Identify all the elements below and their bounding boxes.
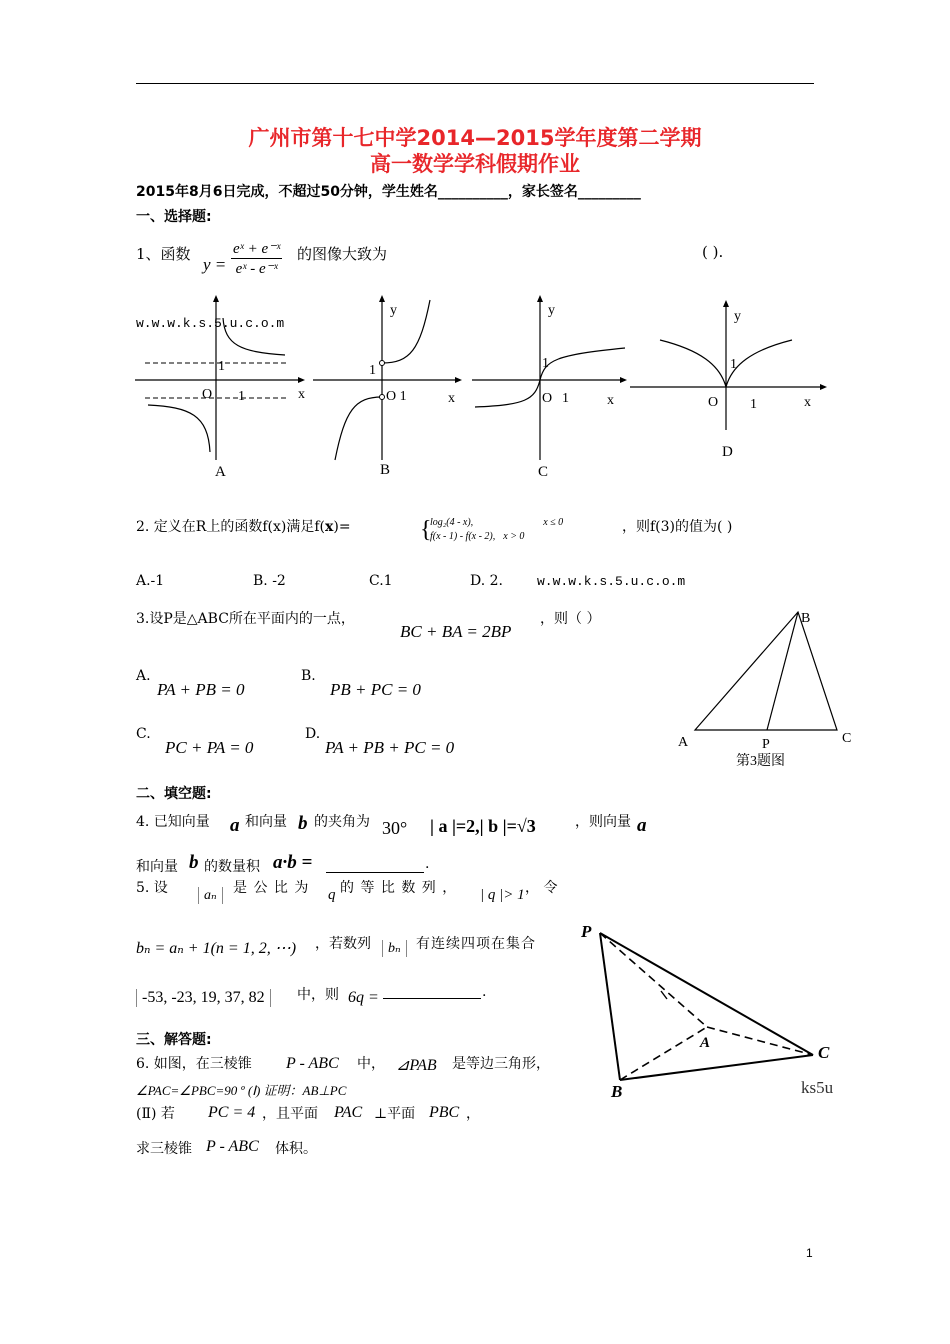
q3-suffix: ，则（ ）	[540, 611, 601, 627]
q5-an: aₙ	[198, 887, 223, 904]
q3-figure	[670, 600, 870, 780]
q6-edge-pb	[600, 933, 620, 1080]
q2-case1-cond: x ≤ 0	[543, 517, 564, 528]
graph-d-tick-x1: 1	[750, 397, 757, 412]
q6-line1-b: 中，	[357, 1056, 385, 1072]
graph-c-x-label: x	[607, 393, 614, 408]
q2-suffix: ，则f(3)的值为( )	[622, 519, 733, 535]
q3-opt-d-label: D.	[305, 726, 321, 742]
q4-mid3: ，则向量	[575, 814, 631, 830]
q1-fraction	[231, 239, 282, 278]
q5-answer-blank[interactable]	[383, 983, 481, 999]
q6-triangle: ⊿PAB	[396, 1057, 437, 1074]
q3-label-c: C	[842, 731, 852, 746]
q2-line	[136, 516, 351, 536]
graph-a	[135, 295, 305, 480]
graph-a-caption: A	[215, 464, 226, 480]
graph-c	[472, 295, 627, 480]
graph-b	[313, 295, 462, 478]
q3-opt-c-label: C.	[136, 726, 151, 742]
q6-edge-bc	[620, 1055, 813, 1080]
q6-line1-c: 是等边三角形，	[452, 1056, 550, 1072]
q2-option-b: B. -2	[253, 573, 286, 589]
graph-c-y-arrow	[537, 295, 543, 302]
q1-prefix: 1、函数	[136, 245, 191, 263]
q5-qcond: | q |> 1	[480, 887, 525, 903]
q3-label-p: P	[762, 737, 770, 752]
q1-denominator: eˣ - e⁻ˣ	[235, 261, 278, 277]
q3-condition: BC + BA = 2BP	[400, 622, 512, 641]
q4-mid1: 和向量	[245, 814, 287, 830]
q6-edge-pa	[600, 933, 707, 1027]
q2-case2-cond: x > 0	[503, 531, 525, 542]
student-info: 2015年8月6日完成，不超过50分钟，学生姓名__________，家长签名_________	[136, 184, 641, 200]
q4-angle: 30°	[382, 818, 408, 838]
q2-case1: log₂(4 - x),	[430, 517, 474, 528]
q5-end: .	[482, 984, 487, 1000]
graph-b-tick-1: 1	[369, 363, 376, 378]
q6-line2: ∠PAC=∠PBC=90 º (Ⅰ) 证明：AB⊥PC	[136, 1083, 347, 1098]
graph-b-x-arrow	[455, 377, 462, 383]
q1-graphs	[130, 290, 830, 490]
q6-perp: ⊥平面	[374, 1106, 416, 1122]
graph-c-caption: C	[538, 464, 549, 480]
q5-set: -53, -23, 19, 37, 82	[136, 989, 271, 1007]
graph-d-origin: O	[708, 395, 719, 410]
q5-bn-def: bₙ = aₙ + 1(n = 1, 2, ⋯)	[136, 940, 297, 957]
q6-line4-a: 求三棱锥	[136, 1141, 192, 1157]
q4-line2-mid: 的数量积	[204, 859, 260, 875]
q2-watermark: w.w.w.k.s.5.u.c.o.m	[537, 574, 686, 589]
q6-edge-ba	[620, 1027, 707, 1080]
graph-c-origin: O	[542, 391, 553, 406]
q4-mid2: 的夹角为	[314, 814, 370, 830]
q4-vector-a: a	[230, 815, 240, 836]
q2-eq: )=	[333, 519, 351, 535]
header-rule	[136, 83, 814, 84]
q4-vector-b: b	[298, 813, 308, 834]
q3-opt-a: PA + PB = 0	[157, 680, 245, 699]
q1-suffix: 的图像大致为	[297, 245, 388, 263]
q3-label-b: B	[801, 611, 811, 626]
q2-prefix: 2. 定义在R上的函数f(x)满足f(	[136, 519, 325, 535]
graph-c-tick-1: 1	[542, 356, 549, 371]
section-fill-heading: 二、填空题:	[136, 786, 212, 802]
q5-bn: bₙ	[382, 940, 407, 957]
q5-line2-b: 有连续四项在集合	[416, 936, 536, 952]
page-number: 1	[806, 1246, 813, 1260]
q5-line2-a: ，若数列	[315, 936, 371, 952]
graph-b-open-point-bottom	[380, 395, 385, 400]
graph-d-x-label: x	[804, 395, 811, 410]
graph-a-origin: O	[202, 387, 213, 402]
q6-line3-b: ，且平面	[262, 1106, 318, 1122]
q4-magnitudes: | a |=2,| b |=√3	[430, 816, 536, 836]
q6-pabc-2: P - ABC	[206, 1138, 259, 1155]
q1-watermark: w.w.w.k.s.5.u.c.o.m	[136, 316, 285, 331]
q6-label-b: B	[611, 1082, 623, 1100]
q2-option-a: A.-1	[136, 573, 165, 589]
graph-d-curve-left	[660, 340, 726, 387]
q6-line3-a: (Ⅱ) 若	[136, 1106, 175, 1122]
graph-a-curve-left	[148, 405, 210, 452]
graph-b-x-label: x	[448, 391, 455, 406]
q6-pabc: P - ABC	[286, 1055, 339, 1072]
q4-dot-product: a·b =	[273, 852, 313, 873]
graph-b-curve-left	[335, 397, 382, 460]
q6-line3-c: ，	[466, 1106, 480, 1122]
q6-label-c: C	[818, 1043, 830, 1062]
graph-b-origin: O 1	[386, 389, 407, 404]
q6-line1-a: 6. 如图，在三棱锥	[136, 1056, 252, 1072]
q3-label-a: A	[678, 735, 689, 750]
q2-x-bold: x	[325, 519, 334, 535]
graph-b-open-point-top	[380, 361, 385, 366]
graph-d-y-arrow	[723, 300, 729, 307]
graph-a-tick-1: 1	[218, 359, 225, 374]
q4-prefix: 4. 已知向量	[136, 814, 210, 830]
q5-line1-a: 5. 设	[136, 880, 168, 896]
q3-caption: 第3题图	[736, 754, 785, 769]
graph-c-x-arrow	[620, 377, 627, 383]
graph-d-caption: D	[722, 444, 733, 460]
q3-opt-d: PA + PB + PC = 0	[325, 738, 455, 757]
q2-option-c: C.1	[369, 573, 393, 589]
q2-case2: f(x - 1) - f(x - 2),	[430, 531, 496, 542]
q4-end: .	[425, 856, 430, 872]
q3-opt-c: PC + PA = 0	[165, 738, 254, 757]
q6-tick-mark	[661, 991, 667, 999]
q5-line1-c: 的 等 比 数 列 ，	[340, 880, 458, 896]
q6-pac: PAC	[334, 1104, 363, 1121]
q3-opt-b-label: B.	[301, 668, 316, 684]
q4-vector-a2: a	[637, 815, 647, 836]
q6-line4-b: 体积。	[275, 1141, 317, 1157]
graph-b-y-arrow	[379, 295, 385, 302]
q6-mark: ks5u	[801, 1078, 834, 1097]
q1-numerator: eˣ + e⁻ˣ	[233, 241, 281, 257]
graph-c-y-label: y	[548, 303, 555, 318]
q4-line2-prefix: 和向量	[136, 859, 178, 875]
q6-label-p: P	[581, 922, 592, 941]
graph-c-tick-x1: 1	[562, 391, 569, 406]
graph-d-tick-1: 1	[730, 357, 737, 372]
q6-pc: PC = 4	[208, 1104, 256, 1121]
section-choice-heading: 一、选择题:	[136, 209, 212, 225]
q4-answer-blank[interactable]	[326, 856, 424, 873]
section-solve-heading: 三、解答题:	[136, 1032, 212, 1048]
q1-y-eq: y =	[203, 255, 227, 274]
q2-case1-row	[420, 516, 563, 530]
graph-a-curve-right	[223, 318, 285, 355]
q5-line1-b: 是 公 比 为	[233, 880, 310, 896]
q6-figure	[575, 915, 850, 1100]
q2-option-d: D. 2.	[470, 573, 503, 589]
page-title: 广州市第十七中学2014—2015学年度第二学期	[248, 126, 702, 150]
q4-vector-b2: b	[189, 852, 199, 873]
graph-a-y-arrow	[213, 295, 219, 302]
q2-piecewise	[420, 516, 563, 544]
q3-opt-a-label: A.	[136, 668, 151, 684]
graph-d-x-arrow	[820, 384, 827, 390]
q1-answer-paren: ( ).	[702, 243, 724, 261]
q2-brace: {	[420, 517, 432, 543]
q6-label-a: A	[700, 1035, 711, 1051]
graph-d	[630, 300, 827, 460]
graph-d-y-label: y	[734, 309, 741, 324]
q6-edge-ac	[707, 1027, 813, 1055]
q3-triangle	[695, 612, 837, 730]
q3-prefix: 3.设P是△ABC所在平面内的一点，	[136, 611, 355, 627]
q3-opt-b: PB + PC = 0	[330, 680, 421, 699]
graph-a-x-arrow	[298, 377, 305, 383]
q5-line1-d: ， 令	[525, 880, 558, 896]
page-subtitle: 高一数学学科假期作业	[370, 152, 580, 176]
graph-b-caption: B	[380, 462, 391, 478]
graph-a-tick-x1: 1	[238, 389, 245, 404]
q5-q: q	[328, 887, 336, 903]
q5-6q: 6q =	[348, 989, 379, 1006]
q6-pbc: PBC	[429, 1104, 460, 1121]
q5-line3-a: 中，则	[297, 987, 339, 1003]
graph-b-y-label: y	[390, 303, 397, 318]
q2-case2-row	[420, 530, 563, 544]
graph-a-x-label: x	[298, 387, 305, 402]
